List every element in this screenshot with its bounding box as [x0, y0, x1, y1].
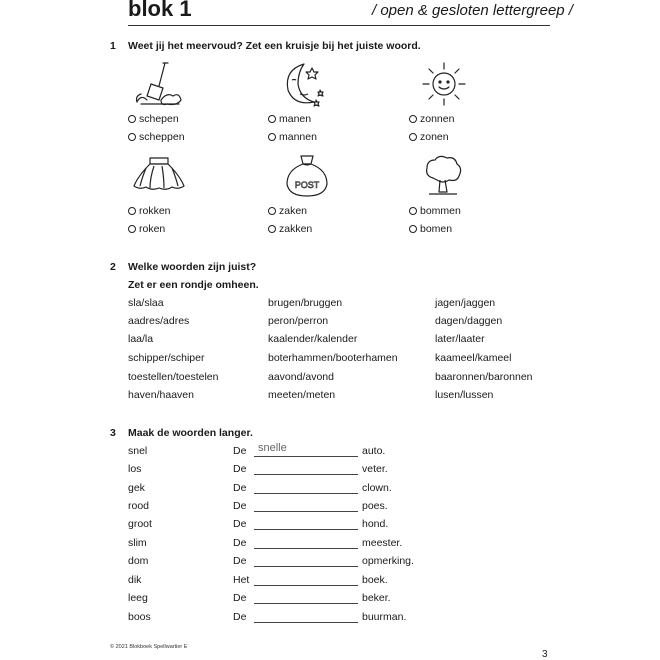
q3-answer-line[interactable]	[254, 603, 358, 604]
moon-icon	[278, 60, 330, 110]
q3-number: 3	[110, 427, 116, 439]
q3-answer-line[interactable]	[254, 474, 358, 475]
checkbox-circle-icon[interactable]	[409, 133, 417, 141]
q3-article: De	[233, 445, 247, 457]
post-bag-label: POST	[294, 180, 320, 190]
q3-adjective: dom	[128, 555, 149, 567]
q3-noun: veter.	[362, 463, 388, 475]
q2-word-pair[interactable]: meeten/meten	[268, 389, 336, 401]
checkbox-circle-icon[interactable]	[268, 115, 276, 123]
q3-noun: opmerking.	[362, 555, 414, 567]
checkbox-circle-icon[interactable]	[409, 225, 417, 233]
q3-row	[128, 444, 428, 458]
q3-answer-line[interactable]	[254, 622, 358, 623]
q3-article: De	[233, 555, 247, 567]
q1-option-roken[interactable]: roken	[128, 222, 165, 236]
post-bag-icon	[283, 152, 331, 198]
q1-option-scheppen[interactable]: scheppen	[128, 130, 185, 144]
q2-word-pair[interactable]: later/laater	[435, 333, 485, 345]
q3-answer-filled: snelle	[258, 442, 287, 454]
q1-number: 1	[110, 40, 116, 52]
checkbox-circle-icon[interactable]	[128, 207, 136, 215]
q3-adjective: groot	[128, 518, 152, 530]
checkbox-circle-icon[interactable]	[128, 115, 136, 123]
shovel-icon	[133, 60, 185, 108]
page-subtitle: / open & gesloten lettergreep /	[372, 2, 573, 19]
q2-number: 2	[110, 261, 116, 273]
q3-adjective: gek	[128, 482, 145, 494]
checkbox-circle-icon[interactable]	[409, 115, 417, 123]
q2-word-pair[interactable]: kaalender/kalender	[268, 333, 358, 345]
q2-word-pair[interactable]: toestellen/toestelen	[128, 371, 219, 383]
q3-row	[128, 481, 428, 495]
q2-word-pair[interactable]: laa/la	[128, 333, 154, 345]
q3-adjective: leeg	[128, 592, 148, 604]
q1-option-bomen[interactable]: bomen	[409, 222, 452, 236]
q3-article: Het	[233, 574, 250, 586]
q3-answer-line[interactable]	[254, 529, 358, 530]
q3-row	[128, 517, 428, 531]
q2-instruction-1: Welke woorden zijn juist?	[128, 261, 257, 273]
q3-adjective: snel	[128, 445, 148, 457]
q2-word-pair[interactable]: aadres/adres	[128, 315, 190, 327]
q3-article: De	[233, 611, 247, 623]
checkbox-circle-icon[interactable]	[409, 207, 417, 215]
q3-answer-line[interactable]	[254, 585, 358, 586]
q3-answer-line[interactable]	[254, 566, 358, 567]
q3-noun: hond.	[362, 518, 389, 530]
q3-noun: beker.	[362, 592, 391, 604]
q3-noun: buurman.	[362, 611, 407, 623]
q3-answer-line[interactable]	[254, 511, 358, 512]
q2-word-pair[interactable]: jagen/jaggen	[435, 297, 496, 309]
checkbox-circle-icon[interactable]	[268, 207, 276, 215]
q2-word-pair[interactable]: baaronnen/baronnen	[435, 371, 533, 383]
q3-row	[128, 462, 428, 476]
q3-noun: boek.	[362, 574, 388, 586]
q2-word-pair[interactable]: peron/perron	[268, 315, 329, 327]
q3-article: De	[233, 592, 247, 604]
q2-word-pair[interactable]: haven/haaven	[128, 389, 194, 401]
q3-article: De	[233, 463, 247, 475]
page-title: blok 1	[128, 0, 192, 21]
q3-article: De	[233, 537, 247, 549]
q3-answer-line[interactable]	[254, 456, 358, 457]
footer-copyright: © 2021 Blokboek Spellwartier E	[110, 644, 188, 650]
q3-row	[128, 610, 428, 624]
q1-option-bommen[interactable]: bommen	[409, 204, 461, 218]
q3-adjective: dik	[128, 574, 142, 586]
q2-word-pair[interactable]: dagen/daggen	[435, 315, 503, 327]
q3-instruction: Maak de woorden langer.	[128, 427, 253, 439]
header-divider	[128, 25, 550, 26]
q3-noun: clown.	[362, 482, 392, 494]
q2-word-pair[interactable]: lusen/lussen	[435, 389, 494, 401]
q1-option-zonnen[interactable]: zonnen	[409, 112, 454, 126]
checkbox-circle-icon[interactable]	[128, 225, 136, 233]
q2-word-pair[interactable]: boterhammen/booterhamen	[268, 352, 398, 364]
q1-option-zaken[interactable]: zaken	[268, 204, 307, 218]
page-number: 3	[542, 649, 548, 660]
checkbox-circle-icon[interactable]	[268, 133, 276, 141]
sun-icon	[420, 60, 468, 108]
q2-word-pair[interactable]: brugen/bruggen	[268, 297, 343, 309]
q3-row	[128, 536, 428, 550]
q3-noun: meester.	[362, 537, 403, 549]
q3-adjective: slim	[128, 537, 147, 549]
q3-noun: poes.	[362, 500, 388, 512]
q3-adjective: rood	[128, 500, 150, 512]
q2-word-pair[interactable]: sla/slaa	[128, 297, 164, 309]
skirt-icon	[132, 154, 186, 194]
q1-option-mannen[interactable]: mannen	[268, 130, 317, 144]
q3-noun: auto.	[362, 445, 386, 457]
q2-instruction-2: Zet er een rondje omheen.	[128, 279, 259, 291]
q3-row	[128, 591, 428, 605]
q1-option-manen[interactable]: manen	[268, 112, 311, 126]
q3-row	[128, 499, 428, 513]
q1-option-zonen[interactable]: zonen	[409, 130, 449, 144]
q1-option-zakken[interactable]: zakken	[268, 222, 312, 236]
q3-article: De	[233, 482, 247, 494]
q2-word-pair[interactable]: aavond/avond	[268, 371, 334, 383]
q3-article: De	[233, 518, 247, 530]
q2-word-pair[interactable]: schipper/schiper	[128, 352, 205, 364]
checkbox-circle-icon[interactable]	[128, 133, 136, 141]
q3-adjective: los	[128, 463, 142, 475]
q1-option-schepen[interactable]: schepen	[128, 112, 179, 126]
tree-icon	[421, 154, 465, 198]
q1-instruction: Weet jij het meervoud? Zet een kruisje bij het juiste woord.	[128, 40, 421, 52]
q3-row	[128, 554, 428, 568]
q3-answer-line[interactable]	[254, 493, 358, 494]
q3-article: De	[233, 500, 247, 512]
q1-option-rokken[interactable]: rokken	[128, 204, 171, 218]
q2-word-pair[interactable]: kaameel/kameel	[435, 352, 512, 364]
q3-answer-line[interactable]	[254, 548, 358, 549]
checkbox-circle-icon[interactable]	[268, 225, 276, 233]
q3-row	[128, 573, 428, 587]
q3-adjective: boos	[128, 611, 151, 623]
